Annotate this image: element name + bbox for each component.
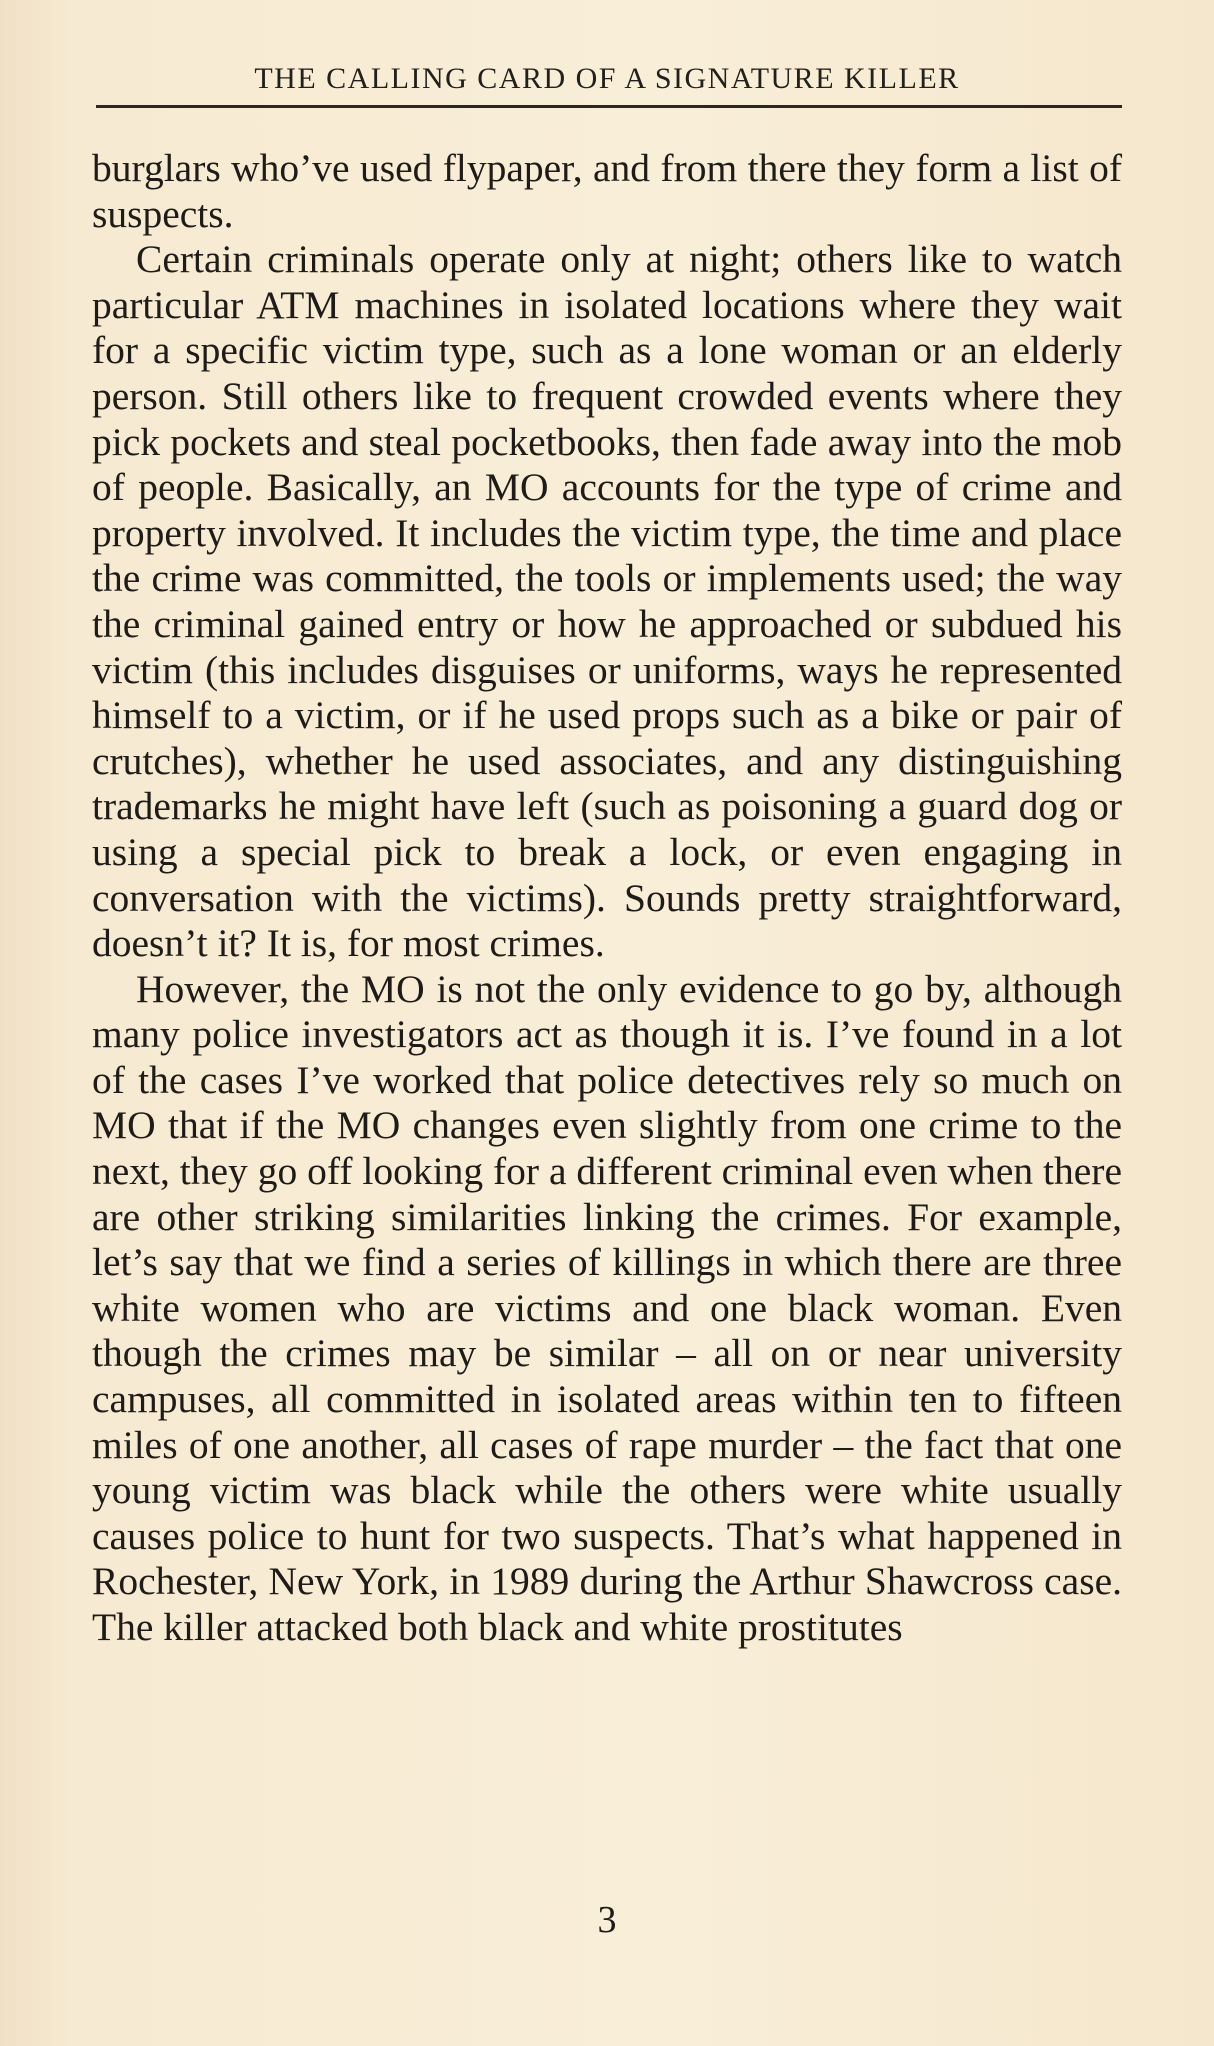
running-head: THE CALLING CARD OF A SIGNATURE KILLER <box>254 62 960 95</box>
paragraph: However, the MO is not the only evidence to go by, although many police investigators act as though it is. I’ve found in a lot of the cases I’ve worked that police detectives rely so much on MO that if the MO changes even slightly from one crime to the next, they go off looking for a different criminal even when there are other striking similarities linking the crimes. For example, let’s say that we find a series of killings in which there are three white women who are victims and one black woman. Even though the crimes may be similar – all on or near university campuses, all committed in isolated areas within ten to fifteen miles of one another, all cases of rape murder – the fact that one young victim was black while the others were white usually causes police to hunt for two suspects. That’s what happened in Rochester, New York, in 1989 during the Arthur Shawcross case. The killer attacked both black and white prostitutes <box>92 966 1122 1649</box>
body-text <box>92 146 1122 1651</box>
header-rule <box>96 105 1122 108</box>
paragraph-continued: burglars who’ve used flypaper, and from there they form a list of suspects. <box>92 146 1122 236</box>
page-number: 3 <box>597 1899 617 1941</box>
paragraph: Certain criminals operate only at night; others like to watch particular ATM machines in isolated locations where they wait for a specific victim type, such as a lone woman or an elderly person. Still others like to frequent crowded events where they pick pockets and steal pocketbooks, then fade away into the mob of people. Basically, an MO accounts for the type of crime and property involved. It includes the victim type, the time and place the crime was committed, the tools or implements used; the way the criminal gained entry or how he approached or subdued his victim (this includes disguises or uniforms, ways he represented himself to a victim, or if he used props such as a bike or pair of crutches), whether he used associates, and any distinguishing trademarks he might have left (such as poisoning a guard dog or using a special pick to break a lock, or even engaging in conversation with the victims). Sounds pretty straightforward, doesn’t it? It is, for most crimes. <box>92 237 1122 966</box>
